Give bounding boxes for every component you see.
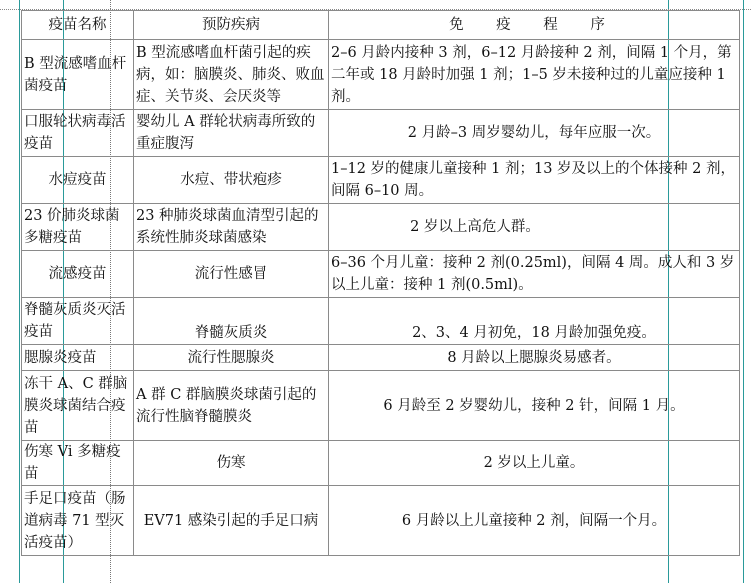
schedule-cell: 2 岁以上儿童。	[329, 441, 740, 486]
schedule-cell: 6 月龄以上儿童接种 2 剂，间隔一个月。	[329, 486, 740, 556]
schedule-cell: 2、3、4 月初免，18 月龄加强免疫。	[329, 298, 740, 345]
vaccine-name-cell: 水痘疫苗	[22, 157, 134, 204]
header-schedule: 免 疫 程 序	[329, 11, 740, 40]
schedule-cell: 6 月龄至 2 岁婴幼儿，接种 2 针，间隔 1 月。	[329, 371, 740, 441]
margin-guide-far-right	[743, 0, 744, 583]
table-row	[22, 371, 740, 441]
schedule-cell: 2 月龄–3 周岁婴幼儿，每年应服一次。	[329, 110, 740, 157]
disease-cell: B 型流感嗜血杆菌引起的疾病，如：脑膜炎、肺炎、败血症、关节炎、会厌炎等	[134, 40, 329, 110]
disease-cell: 流行性腮腺炎	[134, 345, 329, 371]
header-vaccine-name: 疫苗名称	[22, 11, 134, 40]
schedule-cell: 2 岁以上高危人群。	[329, 204, 740, 251]
disease-cell: A 群 C 群脑膜炎球菌引起的流行性脑脊髓膜炎	[134, 371, 329, 441]
vaccine-name-cell: 脊髓灰质炎灭活疫苗	[22, 298, 134, 345]
header-disease: 预防疾病	[134, 11, 329, 40]
table-row	[22, 157, 740, 204]
disease-cell: 水痘、带状疱疹	[134, 157, 329, 204]
vaccine-name-cell: 腮腺炎疫苗	[22, 345, 134, 371]
vaccine-table	[21, 10, 740, 556]
disease-cell: 流行性感冒	[134, 251, 329, 298]
table-row	[22, 40, 740, 110]
disease-cell: 脊髓灰质炎	[134, 298, 329, 345]
schedule-cell: 2–6 月龄内接种 3 剂，6–12 月龄接种 2 剂，间隔 1 个月，第二年或 18 月龄时加强 1 剂；1–5 岁未接种过的儿童应接种 1 剂。	[329, 40, 740, 110]
disease-cell: EV71 感染引起的手足口病	[134, 486, 329, 556]
table-header-row	[22, 11, 740, 40]
table-row	[22, 251, 740, 298]
table-row	[22, 441, 740, 486]
vaccine-name-cell: 冻干 A、C 群脑膜炎球菌结合疫苗	[22, 371, 134, 441]
vaccine-name-cell: 口服轮状病毒活疫苗	[22, 110, 134, 157]
vaccine-name-cell: 伤寒 Vi 多糖疫苗	[22, 441, 134, 486]
margin-guide-left	[19, 0, 20, 583]
vaccine-name-cell: 流感疫苗	[22, 251, 134, 298]
table-row	[22, 486, 740, 556]
table-row	[22, 204, 740, 251]
disease-cell: 婴幼儿 A 群轮状病毒所致的重症腹泻	[134, 110, 329, 157]
schedule-cell: 8 月龄以上腮腺炎易感者。	[329, 345, 740, 371]
table-row	[22, 110, 740, 157]
disease-cell: 23 种肺炎球菌血清型引起的系统性肺炎球菌感染	[134, 204, 329, 251]
schedule-cell: 6–36 个月儿童：接种 2 剂(0.25ml)，间隔 4 周。成人和 3 岁以上儿童：接种 1 剂(0.5ml)。	[329, 251, 740, 298]
disease-cell: 伤寒	[134, 441, 329, 486]
vaccine-name-cell: B 型流感嗜血杆菌疫苗	[22, 40, 134, 110]
vaccine-name-cell: 手足口疫苗（肠道病毒 71 型灭活疫苗）	[22, 486, 134, 556]
vaccine-name-cell: 23 价肺炎球菌多糖疫苗	[22, 204, 134, 251]
schedule-cell: 1–12 岁的健康儿童接种 1 剂；13 岁及以上的个体接种 2 剂，间隔 6–10 周。	[329, 157, 740, 204]
table-row	[22, 345, 740, 371]
table-row	[22, 298, 740, 345]
